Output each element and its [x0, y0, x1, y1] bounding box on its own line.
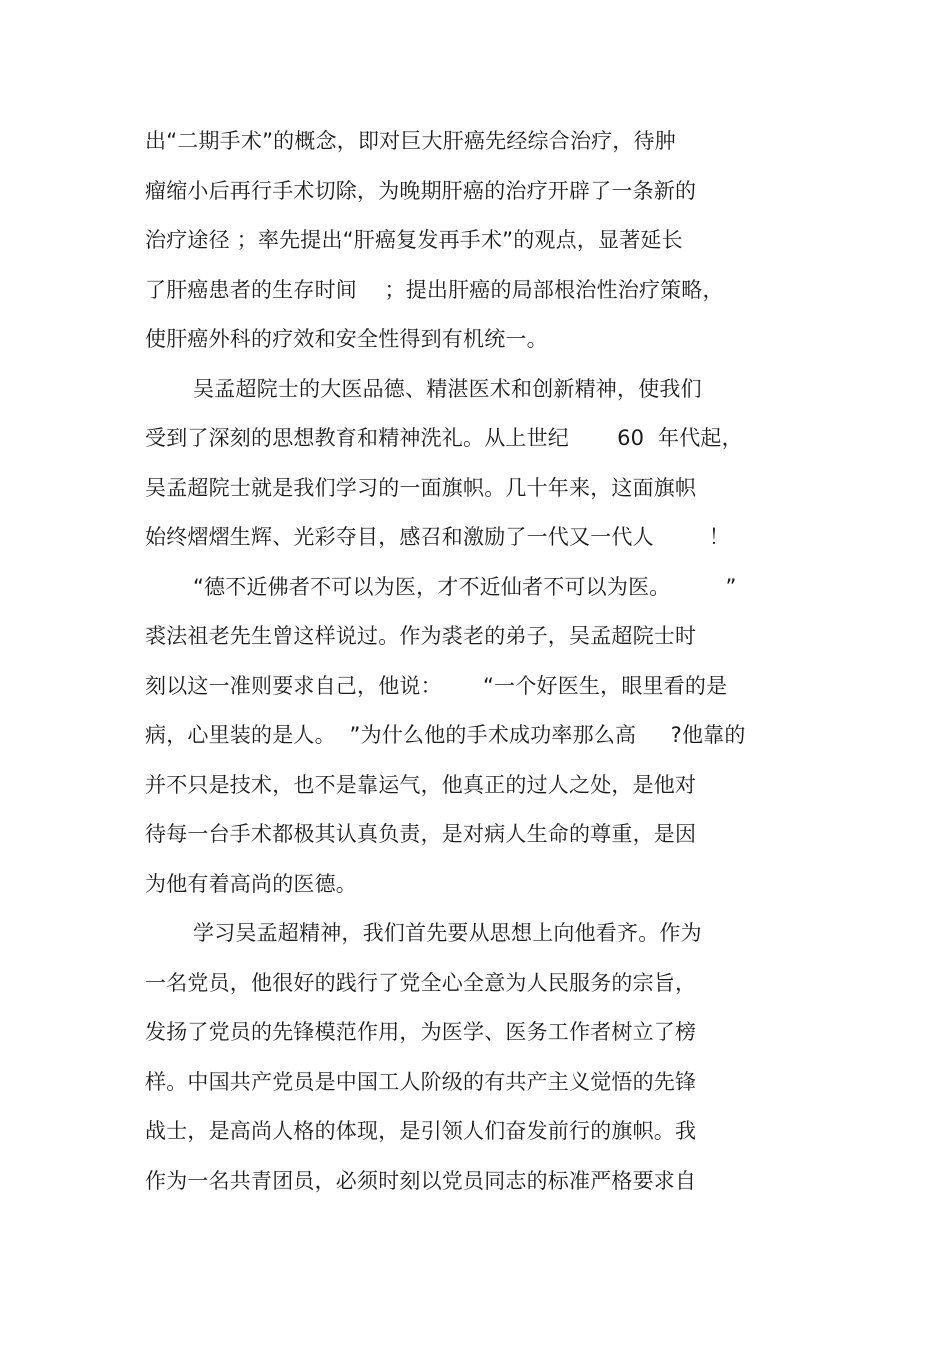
line-text: 吴孟超院士就是我们学习的一面旗帜。几十年来，这面旗帜: [145, 475, 697, 500]
line-text: 始终熠熠生辉、光彩夺目，感召和激励了一代又一代人 ！: [145, 525, 730, 549]
line-text: 病，心里装的是人。 ”为什么他的手术成功率那么高 ?他靠的: [145, 723, 746, 747]
line-text: 发扬了党员的先锋模范作用，为医学、医务工作者树立了榜: [145, 1020, 697, 1044]
line-text: 治疗途径 ；率先提出“肝癌复发再手术”的观点，显著延长: [145, 228, 683, 252]
text-line: [0, 126, 950, 176]
line-text: 刻以这一准则要求自己，他说： “一个好医生，眼里看的是: [145, 673, 728, 698]
line-text: 出“二期手术”的概念，即对巨大肝癌先经综合治疗，待肿: [145, 129, 676, 153]
text-line: [0, 621, 950, 671]
line-text: 裘法祖老先生曾这样说过。作为裘老的弟子，吴孟超院士时: [145, 624, 697, 648]
line-text: 并不只是技术，也不是靠运气，他真正的过人之处，是他对: [145, 772, 697, 797]
text-line: [0, 671, 950, 721]
line-text: 为他有着高尚的医德。: [145, 871, 357, 896]
text-line: [0, 176, 950, 226]
text-line: [0, 1067, 950, 1117]
line-text: 了肝癌患者的生存时间 ；提出肝癌的局部根治性治疗策略，: [145, 277, 724, 302]
line-text: 战士，是高尚人格的体现，是引领人们奋发前行的旗帜。我: [145, 1119, 697, 1143]
text-line: [0, 324, 950, 374]
text-line: [0, 1116, 950, 1166]
text-line: [0, 819, 950, 869]
text-line: [0, 869, 950, 919]
line-text: 待每一台手术都极其认真负责，是对病人生命的尊重，是因: [145, 822, 697, 846]
text-line: [0, 1017, 950, 1067]
paragraph-first-line: [0, 918, 950, 968]
line-text: 学习吴孟超精神，我们首先要从思想上向他看齐。作为: [193, 921, 702, 945]
text-line: [0, 720, 950, 770]
text-line: [0, 1166, 950, 1216]
line-text: 作为一名共青团员，必须时刻以党员同志的标准严格要求自: [145, 1168, 697, 1193]
paragraph-first-line: [0, 572, 950, 622]
text-line: [0, 968, 950, 1018]
text-line: [0, 522, 950, 572]
text-line: [0, 770, 950, 820]
text-line: [0, 423, 950, 473]
line-text: 样。中国共产党员是中国工人阶级的有共产主义觉悟的先锋: [145, 1069, 697, 1094]
line-text: 受到了深刻的思想教育和精神洗礼。从上世纪 60 年代起，: [145, 426, 743, 450]
text-line: [0, 275, 950, 325]
line-text: 一名党员，他很好的践行了党全心全意为人民服务的宗旨，: [145, 970, 697, 995]
text-line: [0, 473, 950, 523]
document-body: [0, 126, 950, 1215]
line-text: 使肝癌外科的疗效和安全性得到有机统一。: [145, 327, 548, 351]
line-text: 瘤缩小后再行手术切除，为晚期肝癌的治疗开辟了一条新的: [145, 178, 697, 203]
line-text: “德不近佛者不可以为医，才不近仙者不可以为医。 ”: [193, 574, 737, 599]
paragraph-first-line: [0, 374, 950, 424]
text-line: [0, 225, 950, 275]
line-text: 吴孟超院士的大医品德、精湛医术和创新精神，使我们: [193, 376, 702, 401]
